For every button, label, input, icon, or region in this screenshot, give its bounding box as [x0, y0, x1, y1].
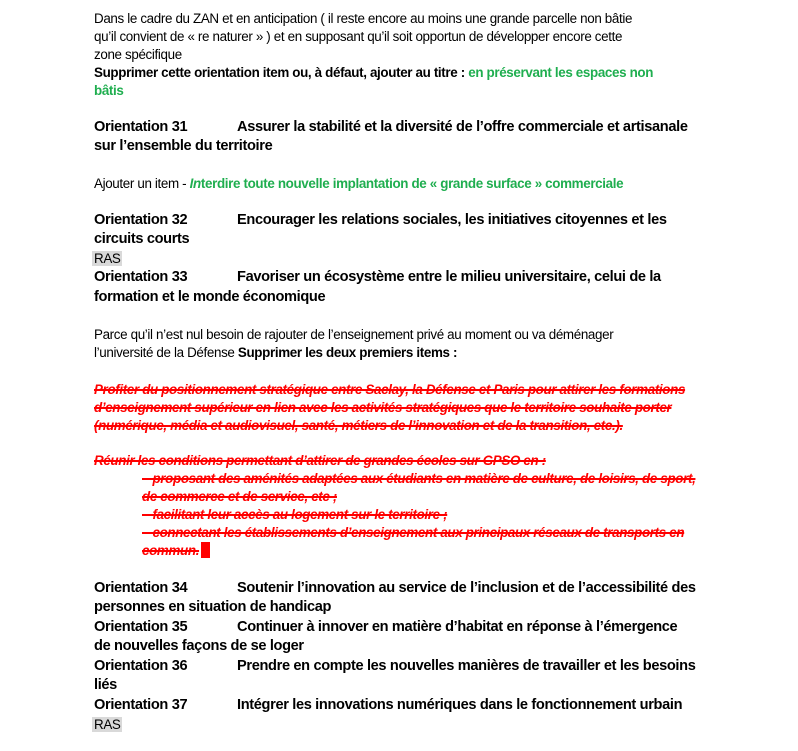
- orientation-31-heading-cont: sur l’ensemble du territoire: [94, 138, 273, 154]
- orientation-31-heading: [94, 118, 688, 137]
- struck-text: commun.: [142, 543, 200, 558]
- intro-line-5: [94, 82, 124, 99]
- orientation-33-heading-cont: formation et le monde économique: [94, 289, 326, 305]
- struck-bullet-3-line-1: – connectant les établissements d’enseignement aux principaux réseaux de transports en: [142, 525, 685, 540]
- intro-addition: en préservant les espaces non: [468, 65, 654, 80]
- comment-normal: l’université de la Défense: [94, 345, 238, 360]
- orientation-number: Orientation 36: [94, 658, 188, 674]
- orientation-34-heading-cont: personnes en situation de handicap: [94, 599, 332, 615]
- orientation-33-comment-1: Parce qu’il n’est nul besoin de rajouter de l’enseignement privé au moment ou va déménager: [94, 327, 614, 342]
- orientation-title: Assurer la stabilité et la diversité de l’offre commerciale et artisanale: [237, 119, 688, 135]
- ras-badge: RAS: [94, 717, 121, 732]
- comment-prefix: Ajouter un item -: [94, 176, 190, 191]
- ras-badge: RAS: [94, 251, 121, 266]
- orientation-title: Prendre en compte les nouvelles manières de travailler et les besoins: [237, 658, 696, 674]
- struck-item-2-line-1: Réunir les conditions permettant d’attirer de grandes écoles sur GPSO en :: [94, 453, 546, 468]
- intro-addition-cont: bâtis: [94, 83, 124, 98]
- orientation-title: Encourager les relations sociales, les initiatives citoyennes et les: [237, 212, 667, 228]
- orientation-36-heading: [94, 657, 695, 676]
- orientation-33-heading: [94, 268, 661, 287]
- struck-item-1-line-2: d’enseignement supérieur en lien avec les activités stratégiques que le territoire souhaite porter: [94, 400, 672, 415]
- struck-item-1-line-3: (numérique, média et audiovisuel, santé, métiers de l’innovation et de la transition, etc.).: [94, 418, 623, 433]
- orientation-title: Soutenir l’innovation au service de l’inclusion et de l’accessibilité des: [237, 580, 696, 596]
- orientation-number: Orientation 33: [94, 269, 188, 285]
- intro-line-1: Dans le cadre du ZAN et en anticipation ( il reste encore au moins une grande parcelle non bâtie: [94, 11, 633, 26]
- orientation-32-ras: [94, 250, 122, 267]
- orientation-title: Continuer à innover en matière d’habitat en réponse à l’émergence: [237, 619, 678, 635]
- intro-line-2: qu’il convient de « re naturer » ) et en supposant qu’il soit opportun de développer encore cette: [94, 29, 623, 44]
- orientation-title: Intégrer les innovations numériques dans le fonctionnement urbain: [237, 697, 683, 713]
- struck-bullet-1-line-2: de commerce et de service, etc ;: [142, 489, 337, 504]
- orientation-32-heading: [94, 211, 667, 230]
- struck-bullet-2: – facilitant leur accès au logement sur le territoire ;: [142, 507, 448, 522]
- orientation-number: Orientation 31: [94, 119, 188, 135]
- orientation-34-heading: [94, 579, 696, 598]
- intro-instruction: Supprimer cette orientation item ou, à défaut, ajouter au titre :: [94, 65, 469, 80]
- struck-item-1-line-1: Profiter du positionnement stratégique entre Saclay, la Défense et Paris pour attirer les formations: [94, 382, 686, 397]
- orientation-number: Orientation 32: [94, 212, 188, 228]
- orientation-number: Orientation 35: [94, 619, 188, 635]
- orientation-number: Orientation 34: [94, 580, 188, 596]
- text-cursor-icon: [201, 542, 210, 558]
- orientation-35-heading-cont: de nouvelles façons de se loger: [94, 638, 304, 654]
- orientation-37-ras: [94, 716, 122, 733]
- struck-bullet-3-line-2: [142, 542, 210, 559]
- orientation-33-comment-2: [94, 344, 457, 361]
- comment-green: terdire toute nouvelle implantation de « grande surface » commerciale: [200, 176, 624, 191]
- comment-bold: Supprimer les deux premiers items :: [237, 345, 458, 360]
- orientation-35-heading: [94, 618, 677, 637]
- struck-bullet-1-line-1: – proposant des aménités adaptées aux étudiants en matière de culture, de loisirs, de sport,: [142, 471, 696, 486]
- orientation-number: Orientation 37: [94, 697, 188, 713]
- orientation-31-comment: [94, 175, 623, 192]
- intro-line-3: zone spécifique: [94, 47, 182, 62]
- comment-green-italic: In: [189, 176, 201, 191]
- orientation-37-heading: [94, 696, 682, 715]
- orientation-36-heading-cont: liés: [94, 677, 117, 693]
- orientation-32-heading-cont: circuits courts: [94, 231, 190, 247]
- orientation-title: Favoriser un écosystème entre le milieu universitaire, celui de la: [237, 269, 661, 285]
- intro-line-4: [94, 64, 653, 81]
